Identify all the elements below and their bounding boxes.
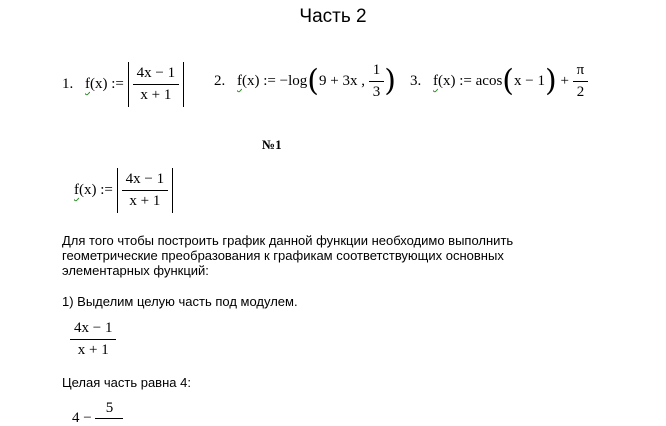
step-1-formula xyxy=(70,320,116,359)
function-argument: (x) := xyxy=(90,76,124,92)
log-arguments: 9 + 3x , xyxy=(318,73,365,89)
fraction xyxy=(369,62,385,101)
formula-1-number: 1. xyxy=(62,76,74,92)
fraction xyxy=(133,65,179,104)
fraction xyxy=(573,62,589,101)
numerator: 4x − 1 xyxy=(136,65,176,81)
page-title: Часть 2 xyxy=(299,6,367,27)
function-name: f xyxy=(433,73,438,89)
main-formula xyxy=(74,168,173,213)
denominator: x + 1 xyxy=(133,84,179,104)
function-name: f xyxy=(237,73,242,89)
log-prefix: −log xyxy=(279,73,308,89)
formula-3-number: 3. xyxy=(410,73,422,89)
fraction xyxy=(122,171,168,210)
formula-2: 2. f(x) := −log(9 + 3x , $\frac{1}{3}$ ) xyxy=(214,62,396,100)
function-name: f xyxy=(85,76,90,92)
numerator: 4x − 1 xyxy=(125,171,165,187)
formula-2-number: 2. xyxy=(214,73,226,89)
acos-function: acos xyxy=(475,73,503,89)
plus-sign: + xyxy=(560,73,569,89)
paragraph-line: геометрические преобразования к графикам соответствующих основных xyxy=(62,248,504,263)
numerator: 4x − 1 xyxy=(74,320,113,336)
explanation-paragraph xyxy=(62,233,513,278)
step-1-text: 1) Выделим целую часть под модулем. xyxy=(62,294,298,309)
formula-3: 3. f(x) := acos(x − 1) + $\frac{\pi}{2}$ xyxy=(410,62,588,101)
numerator: 1 xyxy=(372,62,381,78)
formula-lead: 4 − xyxy=(72,410,92,426)
section-number: №1 xyxy=(262,137,282,152)
denominator: 3 xyxy=(369,81,385,101)
denominator: x + 1 xyxy=(122,190,168,210)
numerator: 5 xyxy=(95,400,123,419)
denominator: x + 1 xyxy=(70,339,116,359)
abs-value xyxy=(128,62,184,107)
paragraph-line: элементарных функций: xyxy=(62,263,209,278)
abs-value xyxy=(117,168,173,213)
function-argument: (x) := xyxy=(79,182,113,198)
numerator: π xyxy=(576,62,585,78)
formula-1 xyxy=(62,62,184,107)
paragraph-line: Для того чтобы построить график данной функции необходимо выполнить xyxy=(62,233,514,248)
acos-argument: x − 1 xyxy=(514,73,545,89)
integer-part-formula xyxy=(72,400,123,426)
denominator: 2 xyxy=(573,81,589,101)
integer-part-text: Целая часть равна 4: xyxy=(62,375,191,390)
function-name: f xyxy=(74,182,79,198)
function-argument: (x) := xyxy=(242,73,276,89)
function-argument: (x) := xyxy=(438,73,472,89)
fraction xyxy=(70,320,116,359)
